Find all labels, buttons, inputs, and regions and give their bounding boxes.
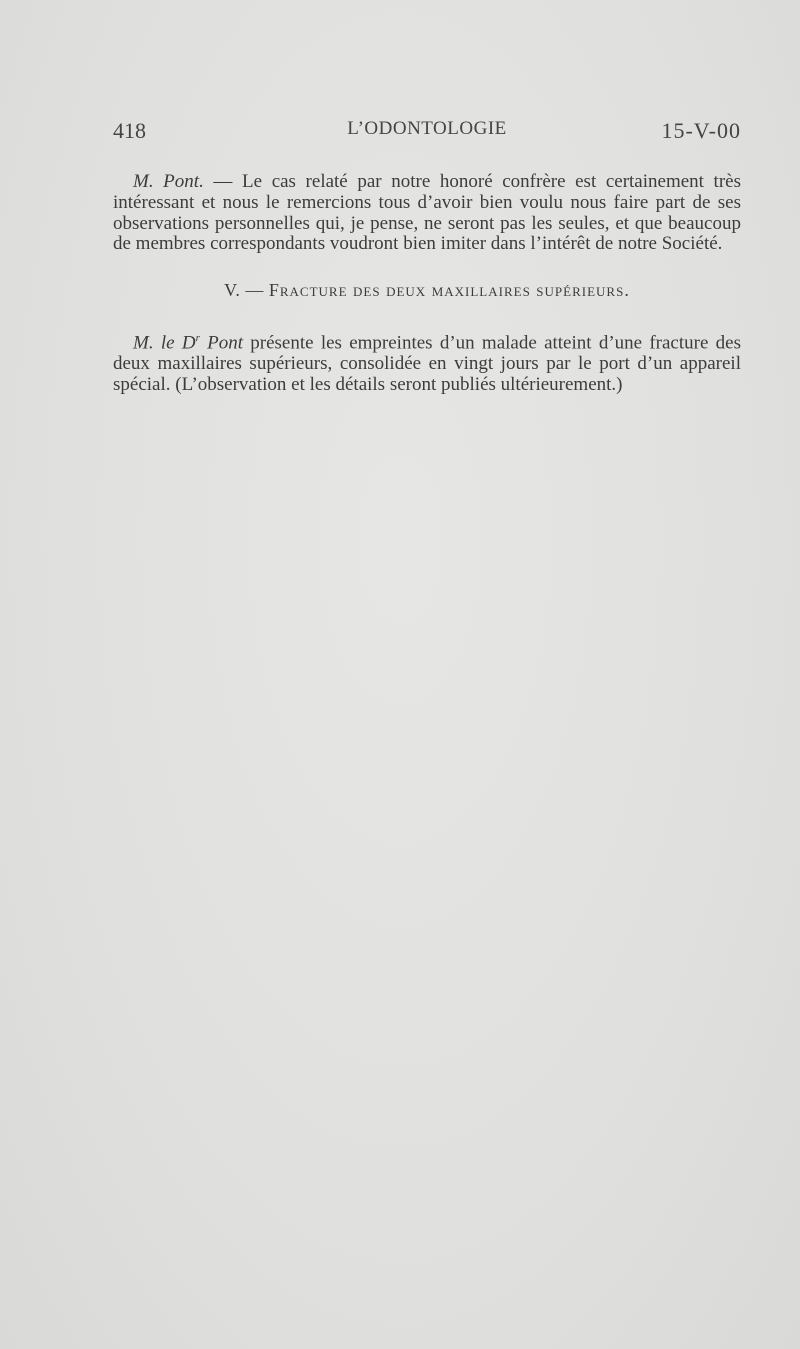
page-header: [113, 118, 741, 148]
speaker-surname: Pont: [199, 332, 243, 354]
speaker-title-superscript: r: [195, 332, 200, 344]
section-heading: [113, 280, 741, 301]
header-date: 15-V-00: [661, 118, 741, 143]
running-title: L’ODONTOLOGIE: [347, 118, 507, 139]
paragraph-fracture-case: [113, 328, 741, 396]
paragraph-text: — Le cas relaté par notre honoré confrère est certainement très intéressant et nous le remercions tous d’avoir bien voulu nous faire part de ses observations personnelles qui, je pense, ne seront pas les seules, et que beaucoup de membres correspondants voudront bien imiter dans l’intérêt de notre Société.: [113, 171, 741, 255]
speaker-name-prefix: M. le D: [133, 332, 196, 354]
page-number: 418: [113, 118, 146, 143]
paragraph-text: présente les empreintes d’un malade atteint d’une fracture des deux maxillaires supérieurs, consolidée en vingt jours par le port d’un appareil spécial. (L’observation et les détails seront publiés ultérieurement.): [113, 332, 742, 395]
section-title: Fracture des deux maxillaires supérieurs.: [268, 280, 630, 300]
section-number: V. —: [224, 280, 269, 300]
paragraph-pont-remarks: [113, 172, 741, 255]
speaker-name: M. Pont.: [133, 171, 204, 192]
